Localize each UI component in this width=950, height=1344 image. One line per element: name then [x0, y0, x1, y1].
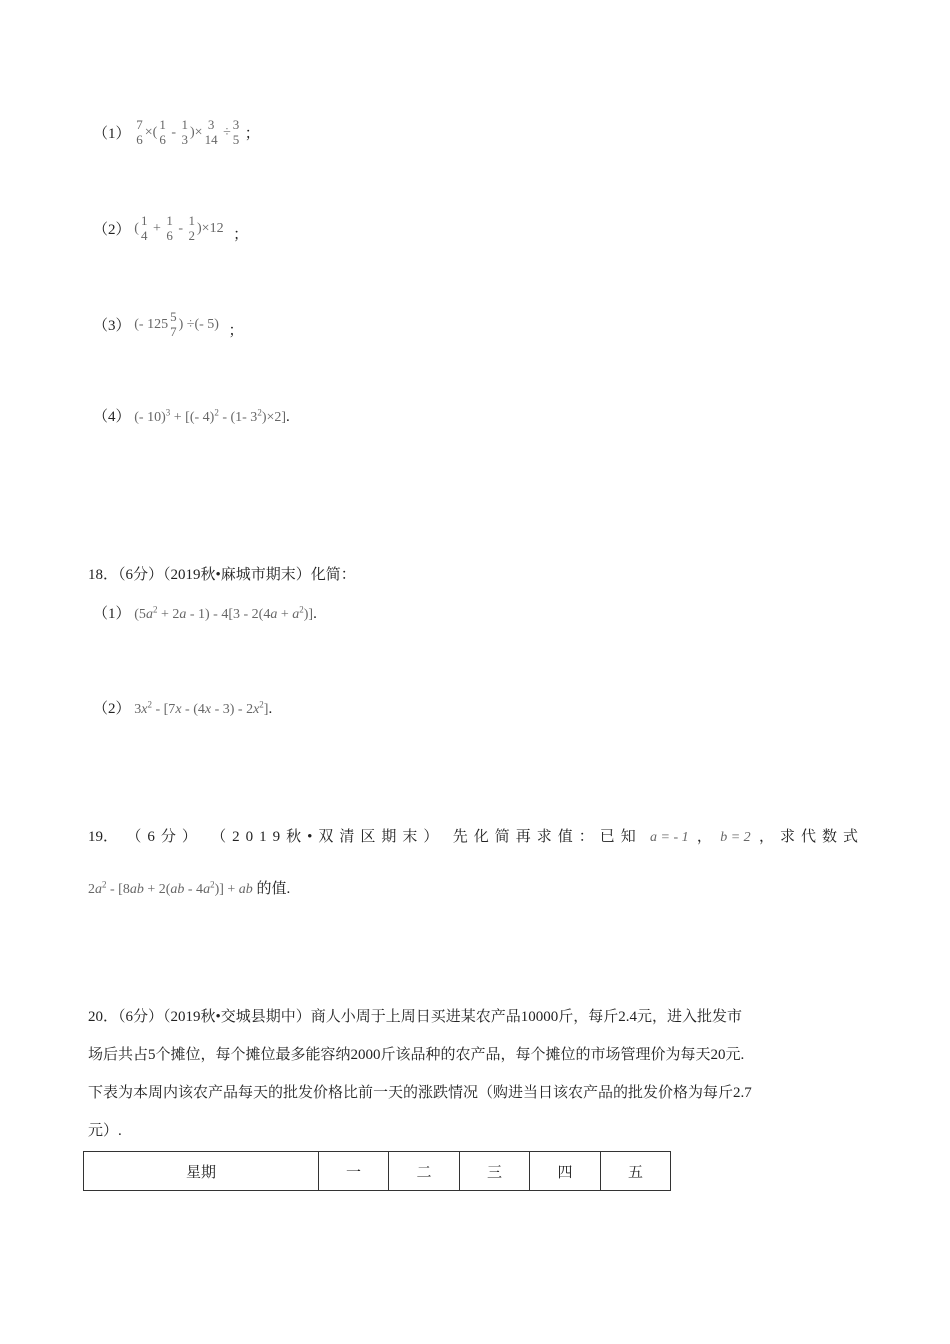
question-number: 19． [88, 829, 119, 845]
item-end: ； [233, 226, 249, 243]
q17-item-2 [93, 214, 248, 254]
q19-line-1 [88, 825, 864, 846]
question-score: （6分） [126, 829, 203, 845]
q17-item-3 [93, 310, 243, 350]
question-text: 先化简再求值：已知 [452, 829, 642, 845]
q18-item-2 [93, 697, 272, 718]
item-end: . [286, 409, 290, 425]
item-label: （4） [93, 409, 131, 425]
math-expression: $2a^2 - [8ab + 2(ab - 4a^2)]$ + ab [88, 879, 253, 897]
table-cell: 五 [601, 1152, 671, 1191]
q17-item-1 [93, 118, 260, 158]
item-end: ； [228, 322, 244, 339]
item-label: （1） [93, 126, 131, 143]
q18-item-1 [93, 602, 317, 623]
question-source: （2019秋•双清区期末） [211, 829, 445, 845]
table-cell: 二 [389, 1152, 460, 1191]
question-tail: ，求代数式 [758, 829, 864, 845]
q20-line: 20．（6分）（2019秋•交城县期中）商人小周于上周日买进某农产品10000斤，每斤2.4元，进入批发市 [88, 1009, 743, 1025]
question-end: 的值. [256, 881, 291, 897]
table-cell: 一 [319, 1152, 389, 1191]
condition-b: b = 2 [720, 830, 751, 845]
table-cell: 四 [530, 1152, 601, 1191]
item-label: （1） [93, 606, 131, 622]
price-table [83, 1151, 671, 1191]
item-label: （2） [93, 701, 131, 717]
item-label: （2） [93, 222, 131, 239]
condition-a: a = - 1 [650, 830, 689, 845]
table-cell: 三 [460, 1152, 530, 1191]
q20-line [88, 1074, 878, 1112]
q20-line-text: 下表为本周内该农产品每天的批发价格比前一天的涨跌情况（购进当日该农产品的批发价格为每斤2.7 [88, 1085, 752, 1101]
math-expression: $(5a^2 + 2a - 1) - 4[3 - 2(4a + a^2)]$ [134, 604, 314, 622]
math-expression: ( 1 4 + 1 6 - 1 2 )×12 [134, 213, 228, 243]
item-label: （3） [93, 318, 131, 335]
q20-paragraph [88, 998, 878, 1150]
q20-line: 场后共占5个摊位，每个摊位最多能容纳2000斤该品种的农产品，每个摊位的市场管理价为每天20元. [88, 1047, 745, 1063]
q19-line-2 [88, 877, 290, 898]
item-end: . [268, 701, 273, 717]
separator: ， [696, 829, 712, 845]
table-header-cell: 星期 [84, 1152, 319, 1191]
q18-header: 18．（6分）（2019秋•麻城市期末）化简： [88, 567, 356, 583]
item-end: ； [244, 126, 260, 143]
q17-item-4 [93, 405, 290, 426]
math-expression: (- 125 5 7 ) ÷(- 5) [134, 309, 223, 339]
q20-line: 元）. [88, 1123, 122, 1139]
table-row [84, 1152, 671, 1191]
item-end: . [313, 606, 317, 622]
math-expression: 7 6 ×( 1 6 - 1 3 )× 3 14 ÷ 3 5 [136, 117, 240, 147]
math-expression: $3x^2 - [7x - (4x - 3) - 2x^2]$ [134, 699, 269, 717]
math-expression: (- 10)$^3$ + [(- 4)$^2$ - (1- $3^2)\times 2$] [134, 407, 287, 425]
